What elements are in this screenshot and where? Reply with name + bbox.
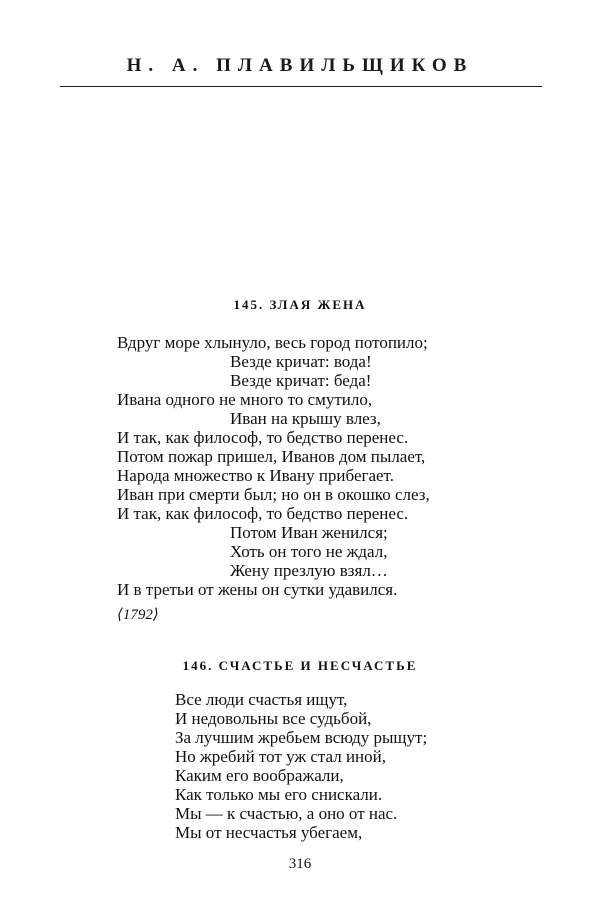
poem-line: Как только мы его снискали. xyxy=(175,785,383,804)
poem-line: И так, как философ, то бедство перенес. xyxy=(117,504,409,523)
poem-line: Ивана одного не много то смутило, xyxy=(117,390,373,409)
poem-line: Везде кричат: беда! xyxy=(230,371,372,390)
poem-date: ⟨1792⟩ xyxy=(117,607,159,623)
running-head: Н. А. ПЛАВИЛЬЩИКОВ xyxy=(126,55,474,76)
poem-title: 145. ЗЛАЯ ЖЕНА xyxy=(233,297,367,312)
poem-line: Народа множество к Ивану прибегает. xyxy=(117,466,394,485)
poem-line: Потом пожар пришел, Иванов дом пылает, xyxy=(117,447,426,466)
page-number: 316 xyxy=(288,856,312,872)
poem-line: Везде кричат: вода! xyxy=(230,352,372,371)
poem-line: Иван на крышу влез, xyxy=(230,409,381,428)
poem-line: И в третьи от жены он сутки удавился. xyxy=(117,580,398,599)
poem-line: Потом Иван женился; xyxy=(230,523,388,542)
poem-line: Иван при смерти был; но он в окошко слез, xyxy=(117,485,430,504)
poem-title: 146. СЧАСТЬЕ И НЕСЧАСТЬЕ xyxy=(182,658,418,673)
poem-line: Вдруг море хлынуло, весь город потопило; xyxy=(117,333,428,352)
poem-line: Мы от несчастья убегаем, xyxy=(175,823,363,842)
poem-line: И недовольны все судьбой, xyxy=(175,709,372,728)
poem-line: Мы — к счастью, а оно от нас. xyxy=(175,804,398,823)
poem-line: Каким его воображали, xyxy=(175,766,344,785)
header-rule xyxy=(60,86,542,87)
poem-line: За лучшим жребьем всюду рыщут; xyxy=(175,728,428,747)
poem-line: Все люди счастья ищут, xyxy=(175,690,348,709)
poem-line: Но жребий тот уж стал иной, xyxy=(175,747,386,766)
poem-line: Жену презлую взял… xyxy=(230,561,388,580)
poem-line: Хоть он того не ждал, xyxy=(230,542,388,561)
poem-line: И так, как философ, то бедство перенес. xyxy=(117,428,409,447)
